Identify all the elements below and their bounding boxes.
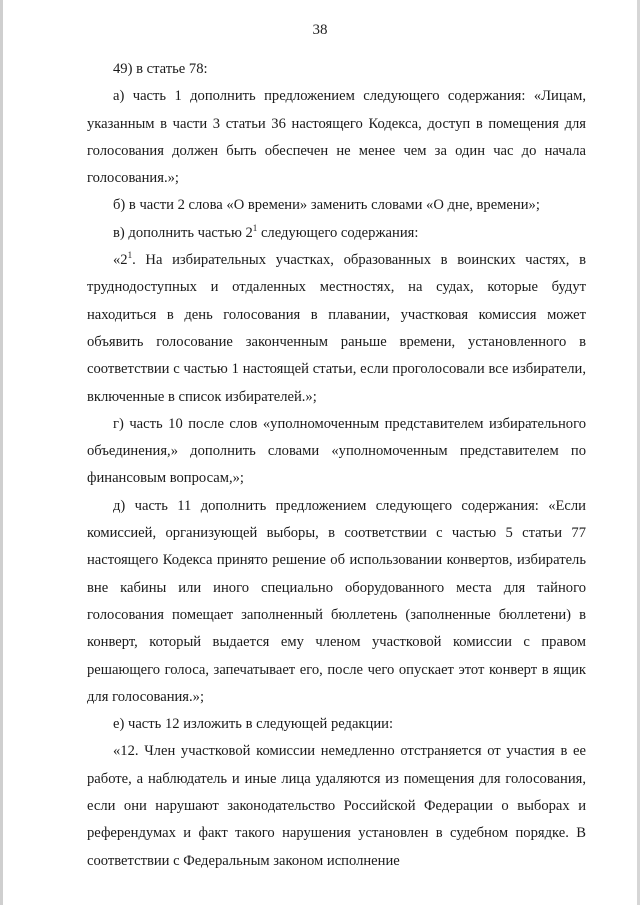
paragraph-v-superscript: 1	[252, 222, 258, 233]
paragraph-quote-2-1-superscript: 1	[127, 250, 133, 261]
paragraph-quote-2-1	[87, 247, 586, 411]
document-body	[87, 56, 586, 875]
scan-edge-left	[0, 0, 3, 905]
paragraph-quote-2-1-text: . На избирательных участках, образованных в воинских частях, в труднодоступных и отдаленных местностях, на судах, которые будут находиться в день голосования в плавании, участковая комиссия может объявить голосование законченным раньше времени, установленного в соответствии с частью 1 настоящей статьи, если проголосовали все избиратели, включенные в список избирателей.»;	[87, 252, 586, 405]
page-number: 38	[312, 22, 328, 38]
paragraph-e: е) часть 12 изложить в следующей редакции:	[113, 716, 394, 733]
paragraph-v-text-start: в) дополнить частью 2	[113, 224, 253, 241]
paragraph-b: б) в части 2 слова «О времени» заменить словами «О дне, времени»;	[113, 197, 540, 214]
paragraph-d: д) часть 11 дополнить предложением следующего содержания: «Если комиссией, организующей выборы, в соответствии с частью 5 статьи 77 настоящего Кодекса принято решение об использовании конвертов, избиратель вне кабины или иного специально оборудованного места для тайного голосования помещает заполненный бюллетень (заполненные бюллетени) в конверт, который выдается ему членом участковой комиссии с правом решающего голоса, запечатывает его, после чего опускает этот конверт в ящик для голосования.»;	[87, 497, 586, 705]
paragraph-article-78-heading: 49) в статье 78:	[113, 61, 208, 77]
paragraph-v	[87, 220, 586, 247]
paragraph-a: а) часть 1 дополнить предложением следующего содержания: «Лицам, указанным в части 3 статьи 36 настоящего Кодекса, доступ в помещения для голосования должен быть обеспечен не менее чем за один час до начала голосования.»;	[87, 88, 586, 187]
paragraph-quote-12: «12. Член участковой комиссии немедленно отстраняется от участия в ее работе, а наблюдатель и иные лица удаляются из помещения для голосования, если они нарушают законодательство Российской Федерации о выборах и референдумах и факт такого нарушения установлен в судебном порядке. В соответствии с Федеральным законом исполнение	[87, 743, 586, 869]
paragraph-g: г) часть 10 после слов «уполномоченным представителем избирательного объединения,» дополнить словами «уполномоченным представителем по финансовым вопросам,»;	[87, 415, 586, 487]
paragraph-v-text-end: следующего содержания:	[257, 224, 419, 241]
paragraph-quote-2-1-start: «2	[113, 252, 128, 269]
